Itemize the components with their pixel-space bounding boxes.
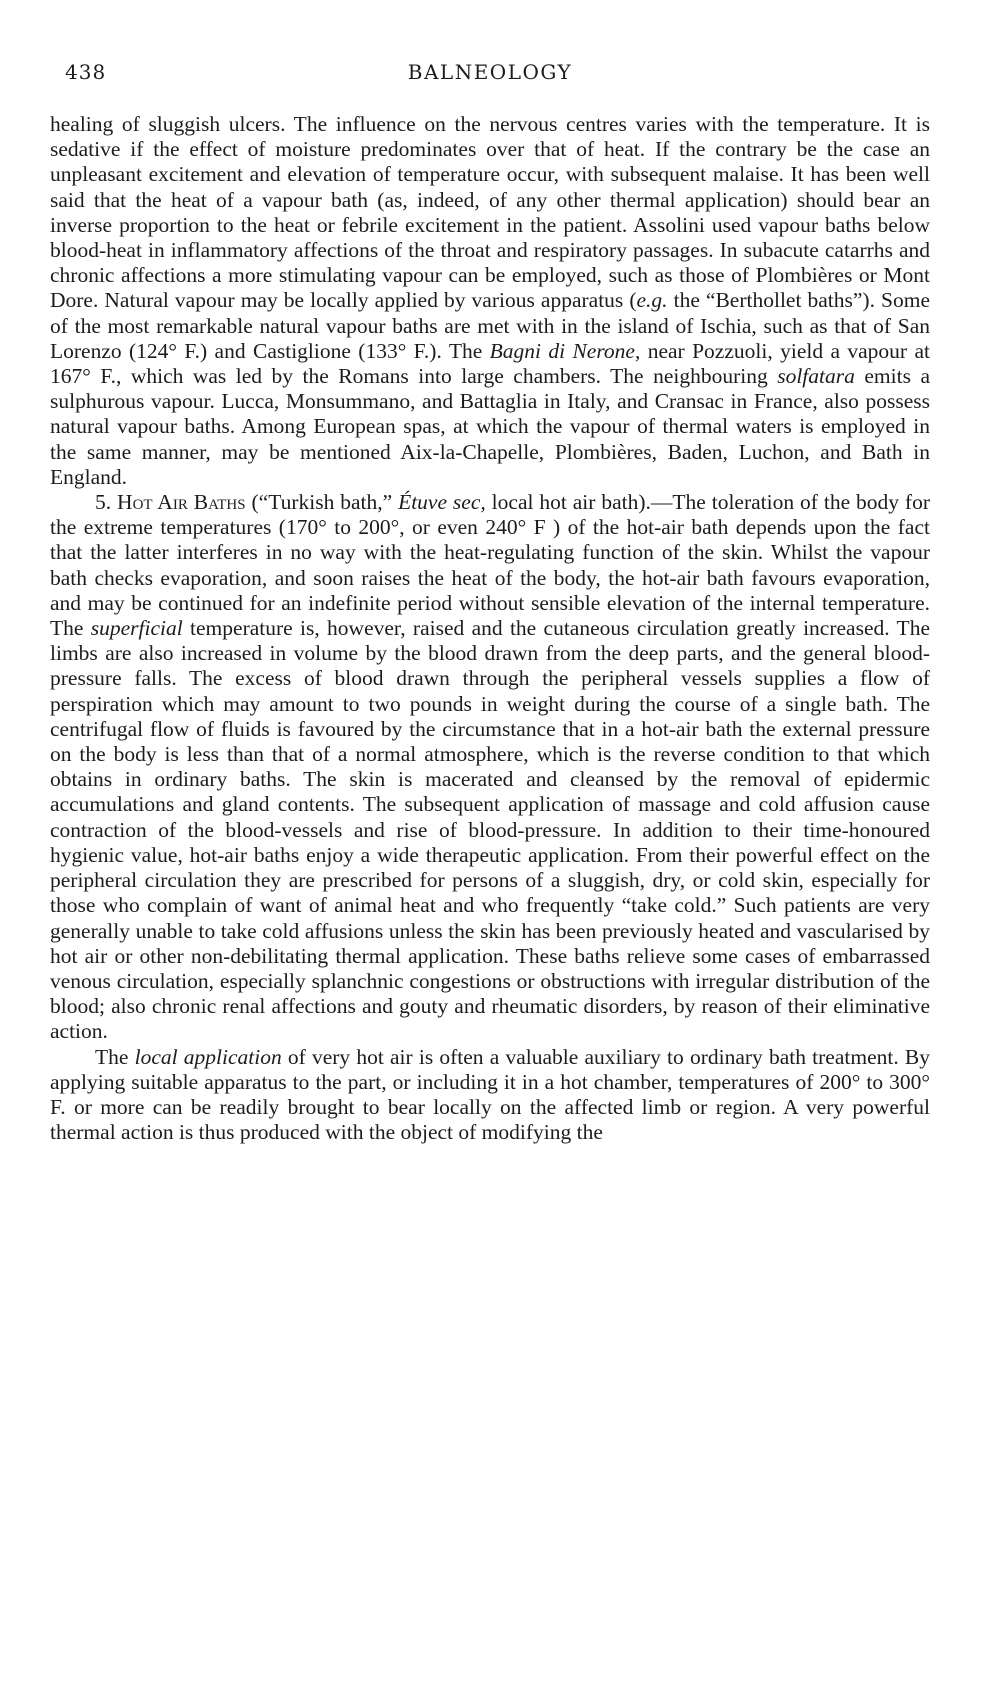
section-heading: Hot Air Baths: [117, 490, 246, 515]
running-head: [50, 60, 930, 94]
italic-local-application: local application: [134, 1044, 282, 1069]
italic-etuve-sec: Étuve sec,: [398, 490, 486, 515]
section-number: 5.: [95, 490, 118, 515]
text-run: emits a sulphurous vapour. Lucca, Monsummano, and Battaglia in Italy, and Cransac in France, also possess natural vapour baths. Among European spas, at which the vapour of thermal waters is employed in the same manner, may be mentioned Aix-la-Chapelle, Plombières, Baden, Luchon, and Bath in England.: [50, 364, 930, 489]
text-run: near Pozzuoli, yield a vapour at 167° F., which was led by the Romans into large chambers. The neighbouring: [50, 338, 930, 389]
italic-solfatara: solfatara: [777, 364, 855, 389]
italic-eg: e.g.: [636, 288, 668, 313]
italic-bagni-di-nerone: Bagni di Nerone,: [489, 338, 641, 363]
text-run: the “Berthollet baths”). Some of the most remarkable natural vapour baths are met with in the island of Ischia, such as that of San Lorenzo (124° F.) and Castiglione (133° F.). The: [50, 288, 930, 363]
paragraph-hot-air-baths: [50, 490, 930, 1044]
body-text: [50, 112, 930, 1145]
text-run: of very hot air is often a valuable auxiliary to ordinary bath treatment. By applying suitable apparatus to the part, or including it in a hot chamber, temperatures of 200° to 300° F. or more can be readily brought to bear locally on the affected limb or region. A very powerful thermal action is thus produced with the object of modifying the: [50, 1044, 930, 1145]
italic-superficial: superficial: [90, 616, 183, 641]
text-run: healing of sluggish ulcers. The influence on the nervous centres varies with the temperature. It is sedative if the effect of moisture predominates over that of heat. If the contrary be the case an unpleasant excitement and elevation of temperature occur, with subsequent malaise. It has been well said that the heat of a vapour bath (as, indeed, of any other thermal application) should bear an inverse proportion to the heat or febrile excitement in the patient. Assolini used vapour baths below blood-heat in inflammatory affections of the throat and respiratory passages. In subacute catarrhs and chronic affections a more stimulating vapour can be employed, such as those of Plombières or Mont Dore. Natural vapour may be locally applied by various apparatus (: [50, 112, 930, 313]
book-page: [50, 60, 930, 1145]
text-run: local hot air bath).—The toleration of the body for the extreme temperatures (170° to 200°, or even 240° F ) of the hot-air bath depends upon the fact that the latter interferes in no way with the heat-regulating function of the skin. Whilst the vapour bath checks evaporation, and soon raises the heat of the body, the hot-air bath favours evaporation, and may be continued for an indefinite period without sensible elevation of the internal temperature. The: [50, 490, 930, 641]
running-title: BALNEOLOGY: [407, 60, 573, 84]
paragraph-vapour-baths: [50, 112, 930, 490]
paragraph-local-application: [50, 1045, 930, 1146]
text-run: (“Turkish bath,”: [245, 490, 399, 515]
page-number: 438: [65, 60, 107, 84]
text-run: temperature is, however, raised and the cutaneous circulation greatly increased. The limbs are also increased in volume by the blood drawn from the deep parts, and the general blood-pressure falls. The excess of blood drawn through the peripheral vessels supplies a flow of perspiration which may amount to two pounds in weight during the course of a single bath. The centrifugal flow of fluids is favoured by the circumstance that in a hot-air bath the external pressure on the body is less than that of a normal atmosphere, which is the reverse condition to that which obtains in ordinary baths. The skin is macerated and cleansed by the removal of epidermic accumulations and gland contents. The subsequent application of massage and cold affusion cause contraction of the blood-vessels and rise of blood-pressure. In addition to their time-honoured hygienic value, hot-air baths enjoy a wide therapeutic application. From their powerful effect on the peripheral circulation they are prescribed for persons of a sluggish, dry, or cold skin, especially for those who complain of want of animal heat and who frequently “take cold.” Such patients are very generally unable to take cold affusions unless the skin has been previously heated and vascularised by hot air or other non-debilitating thermal application. These baths relieve some cases of embarrassed venous circulation, especially splanchnic congestions or obstructions with irregular distribution of the blood; also chronic renal affections and gouty and rheumatic disorders, by reason of their eliminative action.: [50, 616, 930, 1044]
text-run: The: [95, 1044, 135, 1069]
